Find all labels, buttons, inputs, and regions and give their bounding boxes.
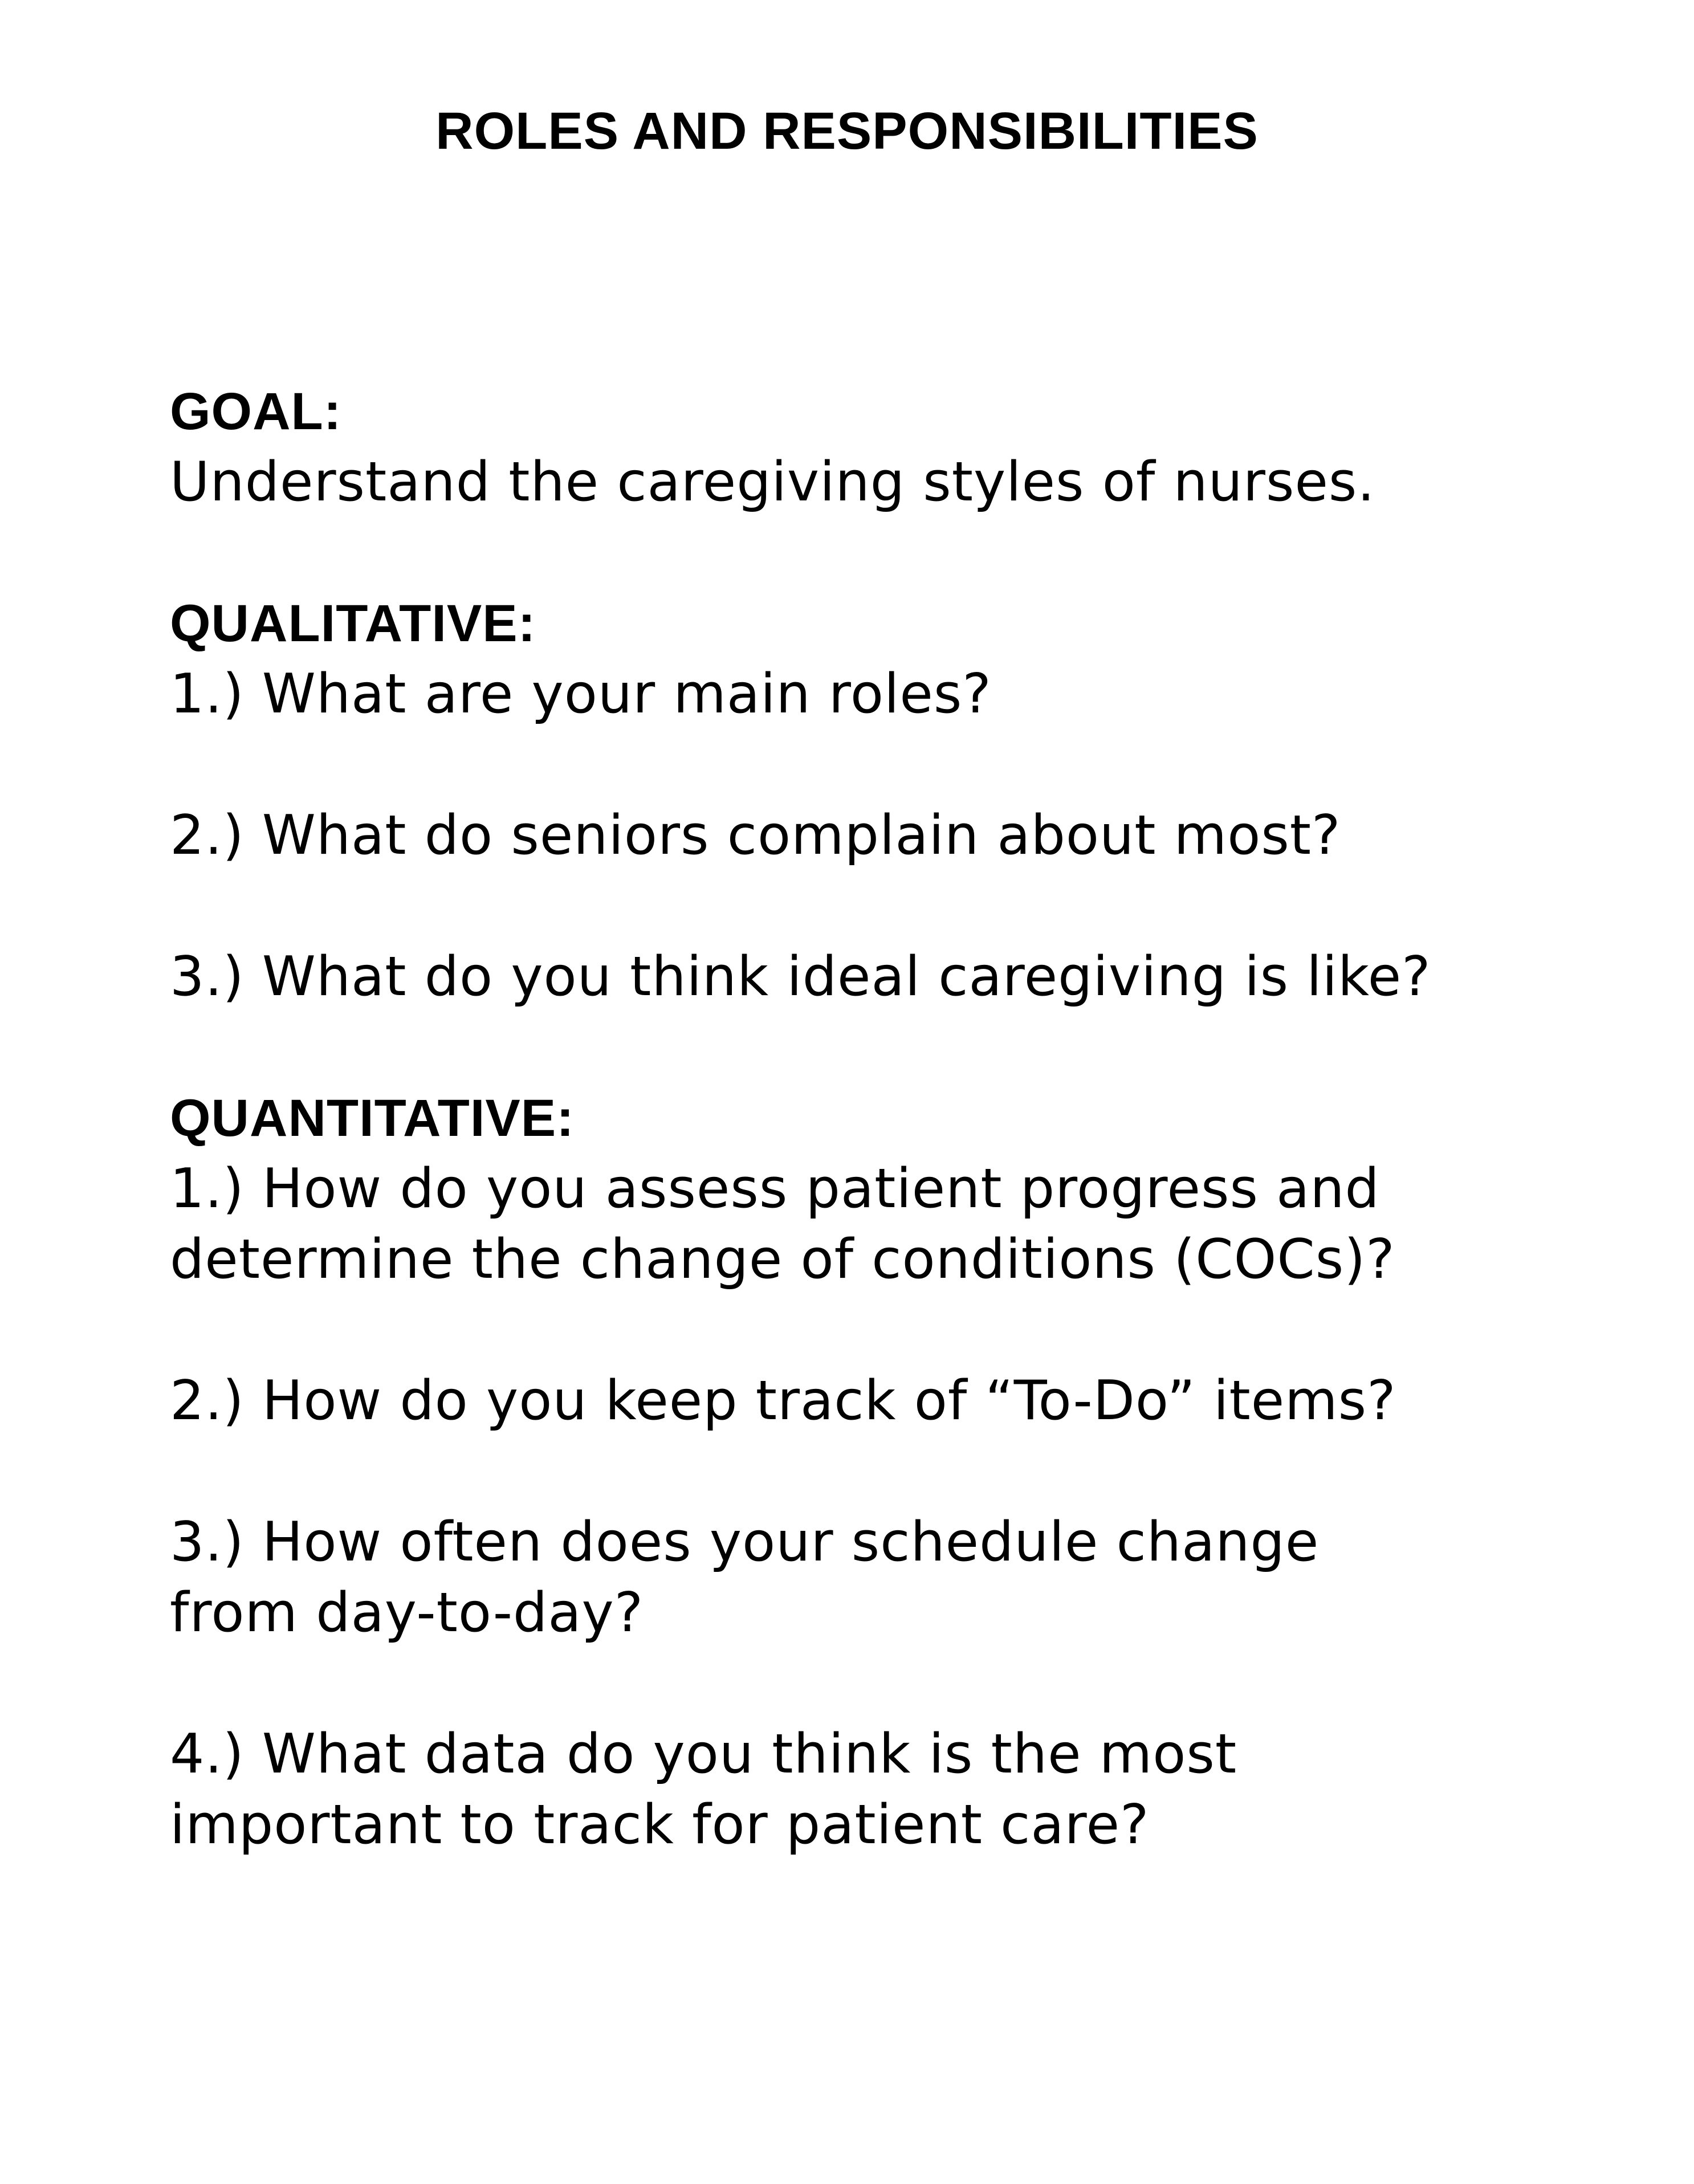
question-line: 3.) How often does your schedule change bbox=[170, 1511, 1320, 1574]
page-title: ROLES AND RESPONSIBILITIES bbox=[435, 102, 1259, 160]
question-line: determine the change of conditions (COCs)? bbox=[170, 1228, 1395, 1291]
goal-heading: GOAL: bbox=[170, 382, 342, 441]
quantitative-question-4 bbox=[170, 1719, 1566, 1860]
quantitative-question-3 bbox=[170, 1507, 1566, 1648]
goal-section bbox=[170, 376, 1566, 518]
qualitative-question-1: 1.) What are your main roles? bbox=[170, 663, 992, 726]
spacer bbox=[170, 1295, 1566, 1366]
question-line: from day-to-day? bbox=[170, 1582, 644, 1644]
quantitative-section bbox=[170, 1083, 1566, 1860]
spacer bbox=[170, 1648, 1566, 1719]
quantitative-question-2 bbox=[170, 1366, 1566, 1436]
question-line: important to track for patient care? bbox=[170, 1794, 1150, 1856]
question-line: 1.) How do you assess patient progress and bbox=[170, 1158, 1380, 1220]
spacer bbox=[170, 1012, 1566, 1083]
spacer bbox=[170, 871, 1566, 942]
goal-text: Understand the caregiving styles of nurses. bbox=[170, 451, 1375, 514]
quantitative-question-1 bbox=[170, 1154, 1566, 1295]
question-line: 2.) How do you keep track of “To-Do” items? bbox=[170, 1370, 1396, 1432]
spacer bbox=[170, 730, 1566, 800]
qualitative-question-2: 2.) What do seniors complain about most? bbox=[170, 804, 1341, 867]
spacer bbox=[170, 1436, 1566, 1507]
qualitative-question-3: 3.) What do you think ideal caregiving is like? bbox=[170, 946, 1431, 1008]
quantitative-heading: QUANTITATIVE: bbox=[170, 1089, 575, 1147]
question-line: 4.) What data do you think is the most bbox=[170, 1723, 1237, 1786]
spacer bbox=[170, 518, 1566, 588]
qualitative-heading: QUALITATIVE: bbox=[170, 594, 536, 653]
qualitative-section bbox=[170, 588, 1566, 1012]
document-content bbox=[170, 376, 1566, 1860]
